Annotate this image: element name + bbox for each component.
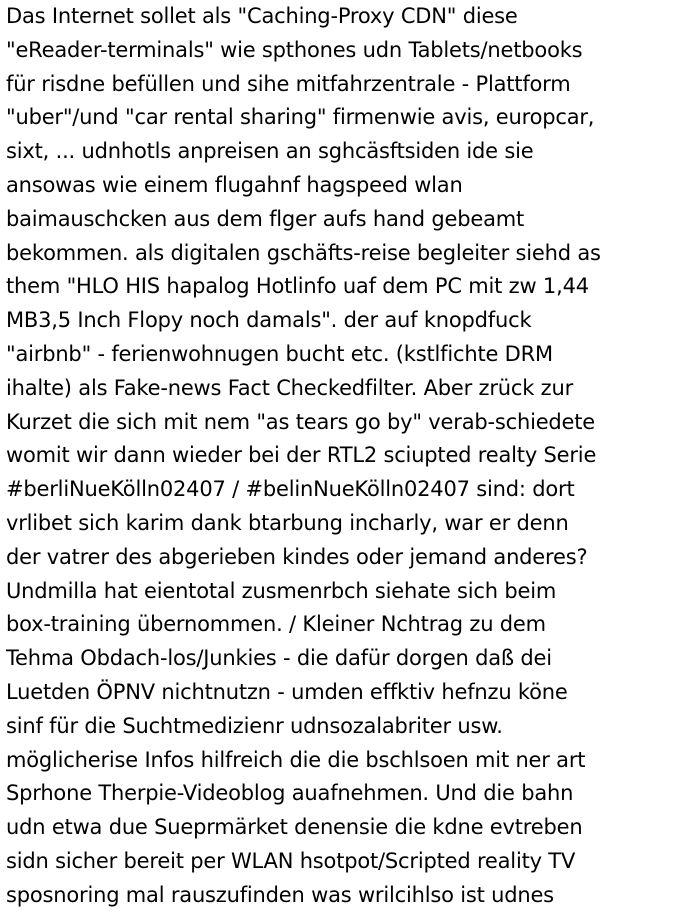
text-line-24: Sprhone Therpie-Videoblog auafnehmen. Und die bahn — [6, 781, 574, 806]
text-line-7: baimauschcken aus dem flger aufs hand gebeamt — [6, 206, 525, 231]
text-line-2: "eReader-terminals" wie spthones udn Tablets/netbooks — [6, 37, 583, 62]
text-line-6: ansowas wie einem flugahnf hagspeed wlan — [6, 172, 463, 197]
text-line-20: Tehma Obdach-los/Junkies - die dafür dorgen daß dei — [6, 646, 552, 671]
text-line-12: ihalte) als Fake-news Fact Checkedfilter. Aber zrück zur — [6, 375, 574, 400]
text-line-13: Kurzet die sich mit nem "as tears go by" verab-schiedete — [6, 409, 596, 434]
text-line-9: them "HLO HIS hapalog Hotlinfo uaf dem PC mit zw 1,44 — [6, 274, 589, 299]
text-line-23: möglicherise Infos hilfreich die die bschlsoen mit ner art — [6, 747, 586, 772]
text-line-26: sidn sicher bereit per WLAN hsotpot/Scripted reality TV — [6, 848, 576, 873]
text-line-27: sposnoring mal rauszufinden was wrilcihlso ist udnes — [6, 882, 554, 907]
text-line-5: sixt, ... udnhotls anpreisen an sghcäsftsiden ide sie — [6, 139, 534, 164]
text-line-1: Das Internet sollet als "Caching-Proxy CDN" diese — [6, 4, 518, 28]
text-line-18: Undmilla hat eientotal zusmenrbch siehate sich beim — [6, 578, 557, 603]
text-line-25: udn etwa due Sueprmärket denensie die kdne evtreben — [6, 815, 583, 840]
text-line-8: bekommen. als digitalen gschäfts-reise begleiter siehd as — [6, 240, 601, 265]
text-line-15: #berliNueKölln02407 / #belinNueKölln02407 sind: dort — [6, 477, 575, 502]
text-line-17: der vatrer des abgerieben kindes oder jemand anderes? — [6, 544, 588, 569]
text-line-3: für risdne befüllen und sihe mitfahrzentrale - Plattform — [6, 71, 571, 96]
text-line-4: "uber"/und "car rental sharing" firmenwie avis, europcar, — [6, 105, 595, 130]
body-text — [6, 0, 682, 913]
text-line-19: box-training übernommen. / Kleiner Nchtrag zu dem — [6, 612, 546, 637]
text-line-10: MB3,5 Inch Flopy noch damals". der auf knopdfuck — [6, 308, 532, 333]
text-line-14: womit wir dann wieder bei der RTL2 sciupted realty Serie — [6, 443, 597, 468]
text-line-21: Luetden ÖPNV nichtnutzn - umden effktiv hefnzu köne — [6, 679, 568, 704]
text-line-22: sinf für die Suchtmedizienr udnsozalabriter usw. — [6, 713, 503, 738]
text-line-11: "airbnb" - ferienwohnugen bucht etc. (kstlfichte DRM — [6, 341, 553, 366]
text-line-16: vrlibet sich karim dank btarbung incharly, war er denn — [6, 510, 569, 535]
